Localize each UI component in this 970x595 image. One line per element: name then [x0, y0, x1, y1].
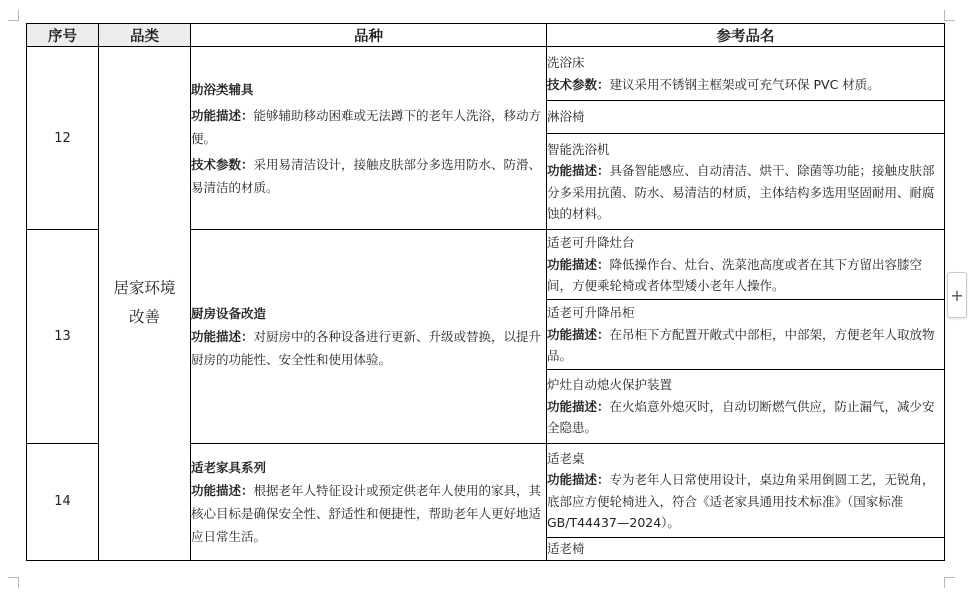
- func-text: 对厨房中的各种设备进行更新、升级或替换，以提升厨房的功能性、安全性和使用体验。: [191, 329, 542, 367]
- variety-title: 厨房设备改造: [191, 306, 267, 321]
- header-category: 品类: [99, 24, 191, 47]
- reference-name: 淋浴椅: [547, 109, 585, 125]
- header-seq: 序号: [27, 24, 99, 47]
- page-corner-mark: [944, 577, 955, 588]
- reference-text: 建议采用不锈钢主框架或可充气环保 PVC 材质。: [609, 76, 880, 92]
- plus-icon: +: [950, 285, 964, 305]
- reference-text: 专为老年人日常使用设计，桌边角采用倒圆工艺，无锐角，底部应方便轮椅进入，符合《适老家具通用技术标准》（国家标准GB/T44437—2024）。: [547, 472, 935, 530]
- reference-text: 在吊柜下方配置开敞式中部柜，中部架，方便老年人取放物品。: [547, 326, 935, 364]
- variety-title: 适老家具系列: [191, 459, 267, 475]
- reference-text: 在火焰意外熄灭时，自动切断燃气供应，防止漏气，减少安全隐患。: [547, 398, 935, 436]
- func-label: 功能描述：: [191, 107, 254, 123]
- row-seq: 14: [27, 444, 99, 561]
- reference-cell: [547, 101, 945, 134]
- reference-name: 适老桌: [547, 450, 585, 466]
- category-cell: [99, 47, 191, 561]
- variety-cell: [191, 47, 547, 230]
- reference-cell: [547, 230, 945, 300]
- row-seq: 13: [27, 230, 99, 444]
- reference-cell: [547, 444, 945, 538]
- func-text: 能够辅助移动困难或无法蹲下的老年人洗浴，移动方便。: [191, 107, 542, 146]
- header-reference: 参考品名: [547, 24, 945, 47]
- reference-label: 功能描述：: [547, 326, 610, 342]
- func-label: 功能描述：: [191, 329, 254, 344]
- reference-text: 降低操作台、灶台、洗菜池高度或者在其下方留出容膝空间，方便乘轮椅或者体型矮小老年人操作。: [547, 256, 923, 294]
- reference-label: 功能描述：: [547, 163, 610, 178]
- tech-text: 采用易清洁设计，接触皮肤部分多选用防水、防滑、易清洁的材质。: [191, 156, 542, 195]
- page-corner-mark: [8, 10, 19, 21]
- func-label: 功能描述：: [191, 482, 254, 498]
- category-line: 改善: [128, 308, 160, 327]
- variety-title: 助浴类辅具: [191, 81, 254, 97]
- reference-name: 适老可升降灶台: [547, 235, 635, 251]
- reference-name: 适老可升降吊柜: [547, 305, 635, 321]
- tech-label: 技术参数：: [191, 156, 254, 172]
- add-side-tab-button[interactable]: [947, 272, 967, 318]
- reference-text: 具备智能感应、自动清洁、烘干、除菌等功能；接触皮肤部分多采用抗菌、防水、易清洁的材质，主体结构多选用坚固耐用、耐腐蚀的材料。: [547, 163, 935, 221]
- reference-label: 功能描述：: [547, 472, 610, 487]
- header-variety: 品种: [191, 24, 547, 47]
- reference-name: 适老椅: [547, 541, 585, 556]
- row-seq: 12: [27, 47, 99, 230]
- reference-cell: [547, 370, 945, 444]
- product-spec-table: [26, 23, 945, 561]
- reference-label: 功能描述：: [547, 398, 610, 414]
- variety-cell: [191, 444, 547, 561]
- reference-label: 功能描述：: [547, 256, 610, 272]
- page-corner-mark: [8, 577, 19, 588]
- func-text: 根据老年人特征设计或预定供老年人使用的家具，其核心目标是确保安全性、舒适性和便捷性，帮助老年人更好地适应日常生活。: [191, 482, 542, 544]
- reference-cell: [547, 134, 945, 230]
- reference-name: 智能洗浴机: [547, 141, 610, 157]
- variety-cell: [191, 230, 547, 444]
- reference-cell: [547, 300, 945, 370]
- page-corner-mark: [944, 10, 955, 21]
- table-row: [27, 47, 945, 101]
- table-header-row: [27, 24, 945, 47]
- category-line: 居家环境: [113, 279, 176, 298]
- reference-name: 洗浴床: [547, 55, 585, 70]
- reference-name: 炉灶自动熄火保护装置: [547, 377, 673, 393]
- reference-cell: [547, 538, 945, 561]
- reference-label: 技术参数：: [547, 76, 610, 92]
- reference-cell: [547, 47, 945, 101]
